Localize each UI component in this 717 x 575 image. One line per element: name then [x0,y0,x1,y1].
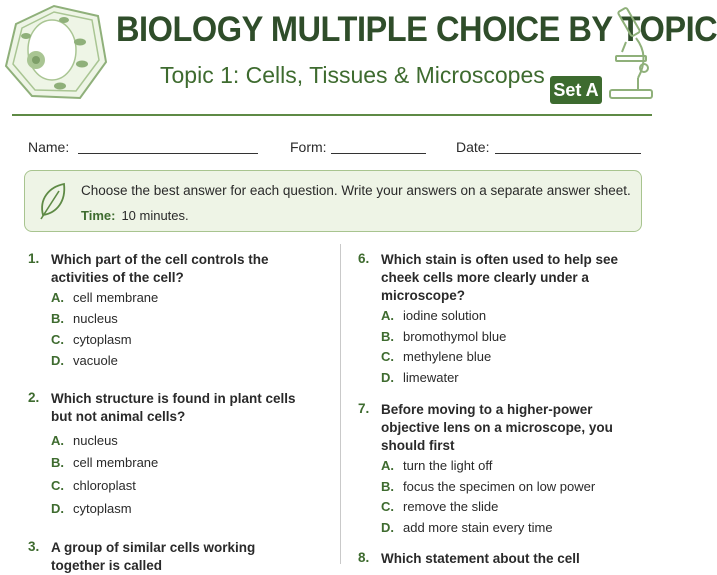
option-text: bromothymol blue [403,329,507,344]
option-text: add more stain every time [403,520,553,535]
question-stem-line: Before moving to a higher-power [381,402,593,417]
question-stem-line: Which stain is often used to help see [381,252,619,267]
question-stem-line: cheek cells more clearly under a [381,270,589,285]
answer-option [51,290,158,305]
option-text: chloroplast [73,478,136,493]
option-letter: D. [381,370,394,385]
answer-option [381,479,595,494]
page-title: BIOLOGY MULTIPLE CHOICE BY TOPIC [116,10,717,49]
option-text: methylene blue [403,349,492,364]
form-field[interactable] [331,153,426,154]
answer-option [51,311,118,326]
option-text: vacuole [73,353,118,368]
option-text: iodine solution [403,308,487,323]
answer-option [381,499,498,514]
set-badge: Set A [550,76,602,104]
question-stem [381,251,618,305]
option-letter: B. [381,479,394,494]
question-number: 7. [358,401,370,416]
option-text: nucleus [73,311,118,326]
answer-option [51,332,132,347]
option-letter: A. [51,433,64,448]
date-field[interactable] [495,153,641,154]
leaf-icon [37,181,67,221]
option-letter: B. [51,311,64,326]
answer-option [51,478,136,493]
question-stem-line: together is called [51,558,163,573]
option-text: cell membrane [73,290,159,305]
option-letter: C. [381,499,394,514]
answer-option [381,458,492,473]
answer-option [381,329,506,344]
question-stem-line: Which part of the cell controls the [51,252,269,267]
question-stem-line: A group of similar cells working [51,540,256,555]
form-label: Form: [290,139,327,155]
option-letter: C. [51,332,64,347]
option-letter: D. [51,501,64,516]
question-number: 3. [28,539,40,554]
microscope-icon [606,2,652,104]
option-text: remove the slide [403,499,499,514]
option-letter: C. [51,478,64,493]
option-letter: A. [381,458,394,473]
question-stem [51,390,296,426]
question-stem-line: objective lens on a microscope, you [381,420,613,435]
option-text: turn the light off [403,458,493,473]
question-stem-line: should first [381,438,455,453]
answer-option [51,433,118,448]
option-letter: C. [381,349,394,364]
answer-option [51,353,118,368]
plant-cell-illustration [2,2,108,102]
question-stem-line: microscope? [381,288,466,303]
answer-option [381,370,459,385]
question-stem-line: Which statement about the cell [381,551,580,566]
question-number: 2. [28,390,40,405]
date-label: Date: [456,139,490,155]
instructions-box [24,170,642,232]
instructions-text: Choose the best answer for each question. Write your answers on a separate answer sheet. [81,183,631,198]
option-text: cytoplasm [73,332,132,347]
option-letter: A. [51,290,64,305]
question-stem [381,550,580,568]
answer-option [381,349,491,364]
time-value: 10 minutes. [121,208,189,223]
option-letter: B. [51,455,64,470]
column-divider [340,244,341,564]
option-text: focus the specimen on low power [403,479,596,494]
time-label: Time: [81,208,116,223]
question-stem [51,251,269,287]
header-divider [12,114,652,116]
answer-option [51,501,132,516]
question-number: 6. [358,251,370,266]
answer-option [51,455,158,470]
question-stem-line: Which structure is found in plant cells [51,391,296,406]
question-stem [51,539,255,575]
option-text: cell membrane [73,455,159,470]
time-limit [81,208,189,223]
option-letter: D. [51,353,64,368]
option-text: nucleus [73,433,118,448]
option-letter: B. [381,329,394,344]
answer-option [381,520,553,535]
question-stem [381,401,613,455]
question-stem-line: but not animal cells? [51,409,186,424]
name-field[interactable] [78,153,258,154]
question-number: 8. [358,550,370,565]
answer-option [381,308,486,323]
name-label: Name: [28,139,70,155]
option-text: cytoplasm [73,501,132,516]
option-letter: A. [381,308,394,323]
topic-subtitle: Topic 1: Cells, Tissues & Microscopes [160,62,545,88]
option-letter: D. [381,520,394,535]
worksheet-header [0,0,717,112]
student-info-row [28,139,648,159]
question-stem-line: activities of the cell? [51,270,184,285]
option-text: limewater [403,370,459,385]
question-number: 1. [28,251,40,266]
